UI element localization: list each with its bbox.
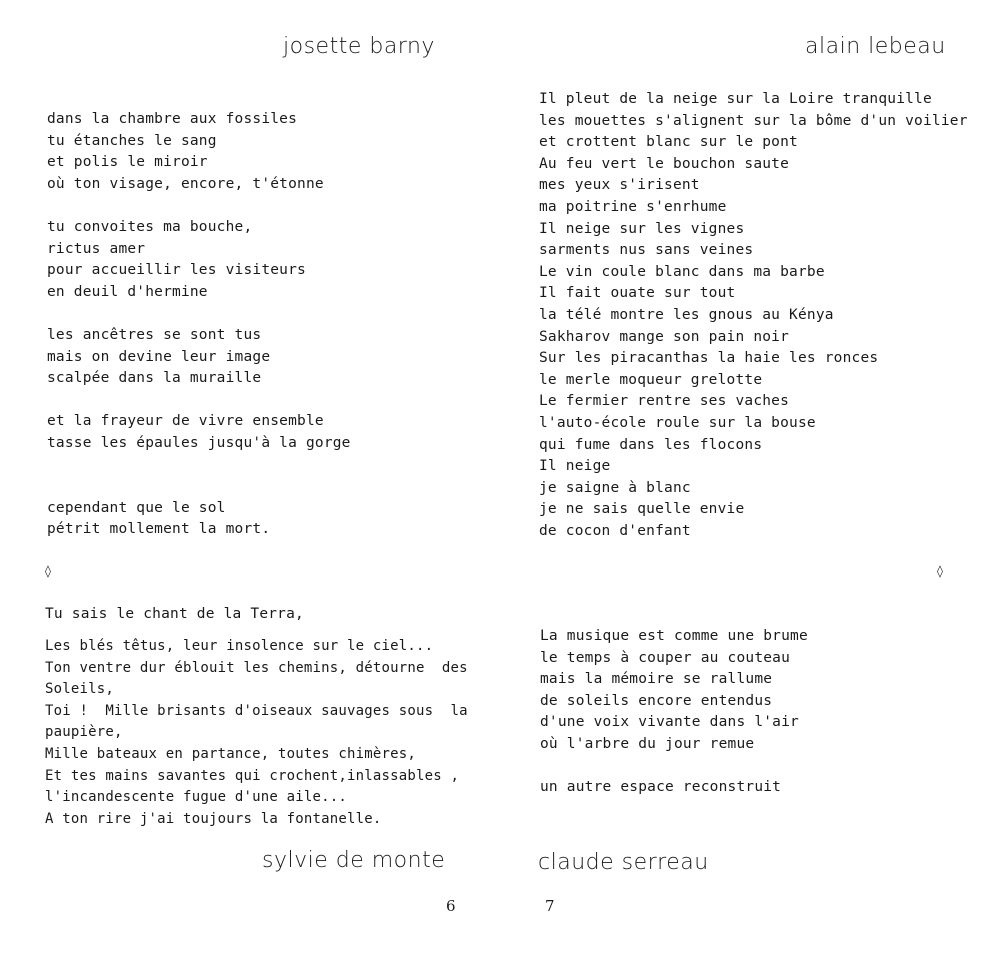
poem-line: tasse les épaules jusqu'à la gorge (47, 434, 351, 451)
poem-line (540, 756, 808, 778)
poem-line (47, 195, 351, 217)
poem-line: Sakharov mange son pain noir (539, 328, 790, 345)
author-bottom-left: sylvie de monte (262, 848, 446, 873)
poem-line: je saigne à blanc (539, 479, 691, 496)
poem-line: où ton visage, encore, t'étonne (47, 175, 324, 192)
author-bottom-right: claude serreau (538, 850, 709, 875)
poem-line: Au feu vert le bouchon saute (539, 155, 790, 172)
poem-left-1 (47, 109, 351, 541)
poem-line: mes yeux s'irisent (539, 177, 700, 194)
poem-line: d'une voix vivante dans l'air (540, 714, 799, 731)
poem-line: les ancêtres se sont tus (47, 326, 262, 343)
poem-line: rictus amer (47, 240, 146, 257)
poem-left-2-first-line: Tu sais le chant de la Terra, (45, 606, 304, 622)
poem-line: Mille bateaux en partance, toutes chimères, (45, 745, 417, 762)
poem-line: tu étanches le sang (47, 132, 217, 149)
poem-line: cependant que le sol (47, 499, 226, 516)
right-page (500, 0, 1000, 963)
author-top-right: alain lebeau (805, 34, 946, 59)
author-top-left: josette barny (283, 34, 435, 59)
poem-line: qui fume dans les flocons (539, 436, 763, 453)
separator-left: ◊ (45, 564, 51, 578)
poem-line: je ne sais quelle envie (539, 501, 745, 518)
poem-left-2 (45, 636, 468, 830)
poem-line (47, 303, 351, 325)
poem-line: Le fermier rentre ses vaches (539, 393, 790, 410)
poem-line: pétrit mollement la mort. (47, 521, 271, 538)
page-number-left: 6 (446, 897, 456, 915)
page-number-right: 7 (545, 897, 555, 915)
poem-line: Toi ! Mille brisants d'oiseaux sauvages sous la (45, 702, 468, 719)
poem-line: scalpée dans la muraille (47, 370, 262, 387)
poem-line: les mouettes s'alignent sur la bôme d'un voilier (539, 112, 968, 129)
poem-line: pour accueillir les visiteurs (47, 262, 306, 279)
poem-line: mais la mémoire se rallume (540, 671, 773, 688)
poem-line: l'auto-école roule sur la bouse (539, 414, 816, 431)
poem-line: Soleils, (45, 681, 115, 698)
poem-line: où l'arbre du jour remue (540, 735, 755, 752)
separator-right: ◊ (937, 564, 943, 578)
poem-line: et polis le miroir (47, 154, 208, 171)
poem-line: le temps à couper au couteau (540, 649, 791, 666)
poem-line: Il fait ouate sur tout (539, 285, 736, 302)
poem-line: paupière, (45, 724, 123, 741)
poem-line: Ton ventre dur éblouit les chemins, détourne des (45, 659, 468, 676)
poem-line: Il pleut de la neige sur la Loire tranquille (539, 91, 932, 107)
poem-line (47, 455, 351, 477)
poem-line: Il neige (539, 458, 611, 475)
poem-line: A ton rire j'ai toujours la fontanelle. (45, 810, 382, 827)
poem-line: La musique est comme une brume (540, 628, 808, 644)
poem-line (47, 390, 351, 412)
poem-line: et crottent blanc sur le pont (539, 134, 798, 151)
poem-line: la télé montre les gnous au Kénya (539, 306, 834, 323)
poem-line: dans la chambre aux fossiles (47, 111, 298, 127)
poem-line: en deuil d'hermine (47, 283, 208, 300)
poem-line: l'incandescente fugue d'une aile... (45, 789, 348, 806)
poem-line: ma poitrine s'enrhume (539, 198, 727, 215)
poem-line: Et tes mains savantes qui crochent,inlassables , (45, 767, 460, 784)
poem-line: le merle moqueur grelotte (539, 371, 763, 388)
poem-line: tu convoites ma bouche, (47, 218, 253, 235)
poem-line: un autre espace reconstruit (540, 779, 782, 796)
poem-line: sarments nus sans veines (539, 242, 754, 259)
poem-right-2 (540, 626, 808, 799)
poem-line: et la frayeur de vivre ensemble (47, 413, 324, 430)
poem-line: Les blés têtus, leur insolence sur le ciel... (45, 638, 434, 654)
poem-line: de cocon d'enfant (539, 522, 691, 539)
poem-line: mais on devine leur image (47, 348, 271, 365)
poem-line: Il neige sur les vignes (539, 220, 745, 237)
poem-line: Sur les piracanthas la haie les ronces (539, 350, 879, 367)
poem-line (47, 476, 351, 498)
poem-right-1 (539, 89, 968, 542)
poem-line: Le vin coule blanc dans ma barbe (539, 263, 825, 280)
poem-line: de soleils encore entendus (540, 692, 773, 709)
